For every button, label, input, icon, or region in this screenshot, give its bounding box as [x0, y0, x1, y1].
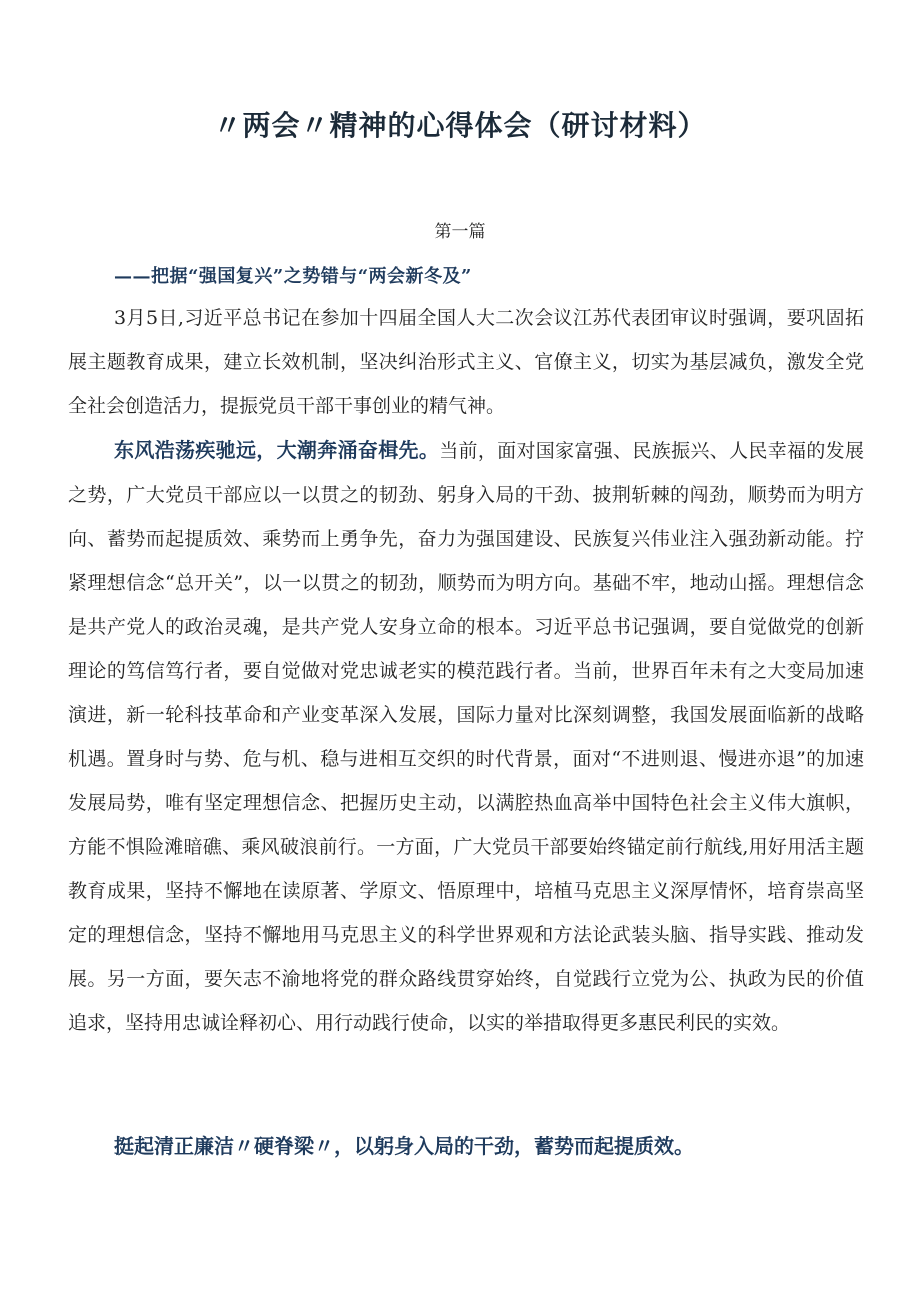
- subtitle: ——把据“强国复兴”之势错与“两会新冬及”: [114, 266, 472, 287]
- paragraph-2: [68, 428, 864, 1132]
- section-label: 第一篇: [434, 222, 486, 242]
- paragraph-2-body: 当前，面对国家富强、民族振兴、人民幸福的发展之势，广大党员干部应以一以贯之的韧劲、躬身入局的干劲、披荆斩棘的闯劲，顺势而为明方向、蓄势而起提质效、乘势而上勇争先，奋力为强国建设、民族复兴伟业注入强劲新动能。拧紧理想信念“总开关”，以一以贯之的韧劲，顺势而为明方向。基础不牢，地动山摇。理想信念是共产党人的政治灵魂，是共产党人安身立命的根本。习近平总书记强调，要自觉做党的创新理论的笃信笃行者，要自觉做对党忠诚老实的模范践行者。当前，世界百年未有之大变局加速演进，新一轮科技革命和产业变革深入发展，国际力量对比深刻调整，我国发展面临新的战略机遇。置身时与势、危与机、稳与进相互交织的时代背景，面对“不进则退、慢进亦退”的加速发展局势，唯有坚定理想信念、把握历史主动，以满腔热血高举中国特色社会主义伟大旗帜，方能不惧险滩暗礁、乘风破浪前行。一方面，广大党员干部要始终锚定前行航线,用好用活主题教育成果，坚持不懈地在读原著、学原文、悟原理中，培植马克思主义深厚情怀，培育崇高坚定的理想信念，坚持不懈地用马克思主义的科学世界观和方法论武装头脑、指导实践、推动发展。另一方面，要矢志不渝地将党的群众路线贯穿始终，自觉践行立党为公、执政为民的价值追求，坚持用忠诚诠释初心、用行动践行使命，以实的举措取得更多惠民利民的实效。: [68, 440, 864, 1034]
- paragraph-1: 3月5日,习近平总书记在参加十四届全国人大二次会议江苏代表团审议时强调，要巩固拓展主题教育成果，建立长效机制，坚决纠治形式主义、官僚主义，切实为基层减负，激发全党全社会创造活力，提振党员干部干事创业的精气神。: [68, 307, 864, 417]
- paragraph-2-lead: 东风浩荡疾驰远，大潮奔涌奋楫先。: [114, 438, 440, 462]
- section-heading-2: 挺起清正廉洁〃硬脊梁〃，以躬身入局的干劲，蓄势而起提质效。: [114, 1134, 694, 1158]
- document-title: 〃两会〃精神的心得体会（研讨材料）: [213, 109, 707, 142]
